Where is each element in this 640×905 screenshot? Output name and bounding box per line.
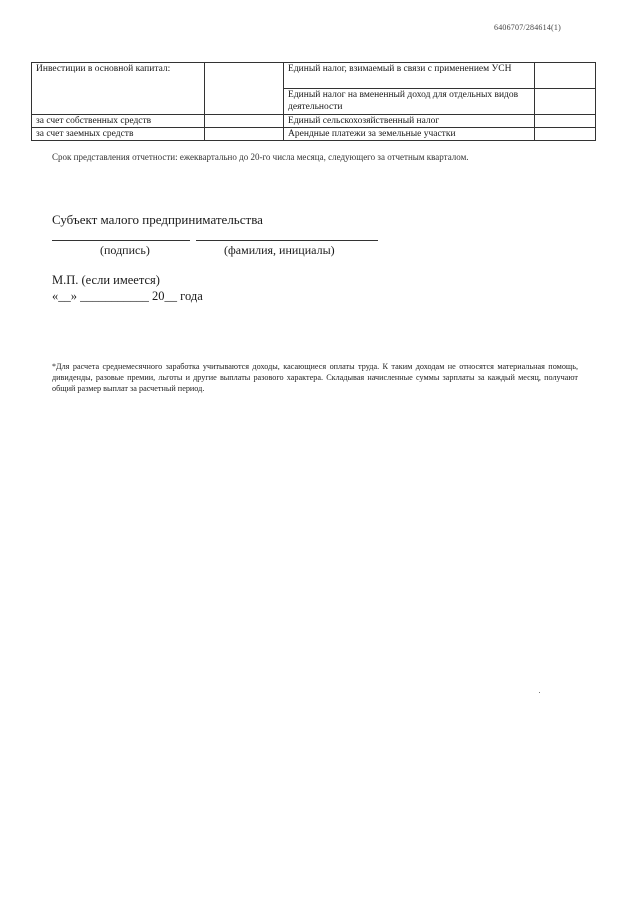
table-cell: Арендные платежи за земельные участки xyxy=(284,128,535,141)
table-cell xyxy=(535,63,596,89)
table-cell xyxy=(205,128,284,141)
stamp-placeholder: М.П. (если имеется) xyxy=(52,273,160,287)
table-cell: за счет собственных средств xyxy=(32,115,205,128)
date-line: «__» ___________ 20__ года xyxy=(52,289,203,303)
signature-line xyxy=(52,240,190,241)
table-cell: Единый сельскохозяйственный налог xyxy=(284,115,535,128)
name-caption: (фамилия, инициалы) xyxy=(224,243,335,257)
table-cell xyxy=(205,115,284,128)
table-cell xyxy=(205,63,284,115)
table-cell: Единый налог на вмененный доход для отдельных видов деятельности xyxy=(284,89,535,115)
table-row xyxy=(32,128,596,141)
footnote-marker: * xyxy=(52,362,56,371)
table-cell xyxy=(535,89,596,115)
signatory-title: Субъект малого предпринимательства xyxy=(52,212,263,227)
table-row xyxy=(32,115,596,128)
table-cell xyxy=(535,128,596,141)
scan-artifact xyxy=(539,692,540,693)
reporting-deadline: Срок представления отчетности: ежеквартально до 20-го числа месяца, следующего за отчетным кварталом. xyxy=(52,152,469,162)
table-cell: за счет заемных средств xyxy=(32,128,205,141)
table-cell: Инвестиции в основной капитал: xyxy=(32,63,205,115)
footnote xyxy=(52,361,578,394)
table-row xyxy=(32,63,596,89)
signature-caption: (подпись) xyxy=(100,243,150,257)
tax-table xyxy=(31,62,596,141)
table-cell: Единый налог, взимаемый в связи с применением УСН xyxy=(284,63,535,89)
document-id: 6406707/284614(1) xyxy=(494,23,561,32)
table-cell xyxy=(535,115,596,128)
footnote-text: Для расчета среднемесячного заработка учитываются доходы, касающиеся оплаты труда. К таким доходам не относятся материальная помощь, дивиденды, разовые премии, льготы и другие выплаты разового характера. Складывая начисленные суммы зарплаты за каждый месяц, получают общий размер выплат за расчетный период. xyxy=(52,362,578,393)
name-line xyxy=(196,240,378,241)
